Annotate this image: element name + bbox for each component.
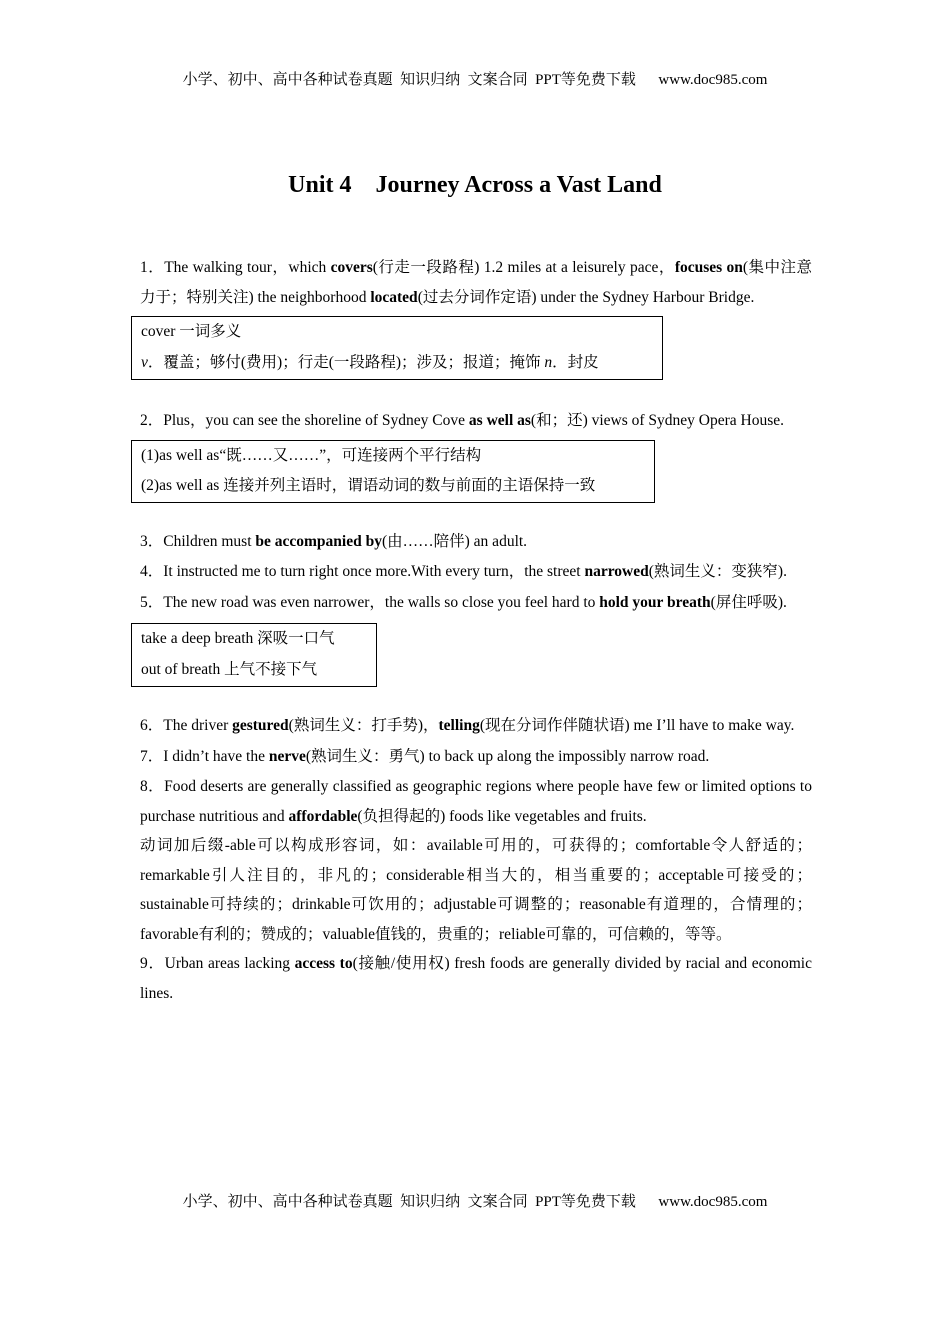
note-box-line: out of breath 上气不接下气 [141, 660, 318, 678]
note-box-cover [131, 316, 663, 380]
note-box-as-well-as [131, 440, 655, 503]
note-box-line: (1)as well as“既……又……”，可连接两个平行结构 [141, 446, 482, 464]
item-8: 8．Food deserts are generally classified as geographic regions where people have few or limited options to purchase nutritious and affordable(负担得起的) foods like vegetables and fruits. [140, 778, 812, 825]
item-4: 4．It instructed me to turn right once more.With every turn，the street narrowed(熟词生义：变狭窄). [140, 563, 787, 580]
page-title: Unit 4 Journey Across a Vast Land [288, 172, 662, 198]
note-box-line: cover 一词多义 [141, 323, 242, 340]
note-box-breath [131, 623, 377, 687]
content [140, 253, 812, 1008]
item-9: 9．Urban areas lacking access to(接触/使用权) fresh foods are generally divided by racial and economic lines. [140, 955, 812, 1002]
page-footer: 小学、初中、高中各种试卷真题 知识归纳 文案合同 PPT等免费下载 www.doc985.com [182, 1194, 768, 1210]
page-header: 小学、初中、高中各种试卷真题 知识归纳 文案合同 PPT等免费下载 www.doc985.com [182, 72, 768, 88]
item-7: 7．I didn’t have the nerve(熟词生义：勇气) to back up along the impossibly narrow road. [140, 747, 710, 765]
item-8-note: 动词加后缀-able可以构成形容词，如：available可用的，可获得的；comfortable令人舒适的；remarkable引人注目的，非凡的；considerable相当大的，相当重要的；acceptable可接受的；sustainable可持续的；drinkable可饮用的；adjustable可调整的；reasonable有道理的，合情理的；favorable有利的；赞成的；valuable值钱的，贵重的；reliable可靠的，可信赖的，等等。 [140, 837, 812, 943]
item-5: 5．The new road was even narrower，the walls so close you feel hard to hold your breath(屏住呼吸). [140, 593, 787, 611]
item-2: 2．Plus，you can see the shoreline of Sydney Cove as well as(和；还) views of Sydney Opera House. [140, 412, 785, 429]
note-box-line: v．覆盖；够付(费用)；行走(一段路程)；涉及；报道；掩饰 n．封皮 [141, 353, 599, 371]
note-box-line: take a deep breath 深吸一口气 [141, 630, 335, 647]
note-box-line: (2)as well as 连接并列主语时，谓语动词的数与前面的主语保持一致 [141, 477, 596, 494]
item-6: 6．The driver gestured(熟词生义：打手势)，telling(现在分词作伴随状语) me I’ll have to make way. [140, 717, 795, 734]
item-3: 3．Children must be accompanied by(由……陪伴) an adult. [140, 532, 528, 550]
item-1: 1．The walking tour，which covers(行走一段路程) 1.2 miles at a leisurely pace，focuses on(集中注意力于；特别关注) the neighborhood located(过去分词作定语) under the Sydney Harbour Bridge. [140, 259, 812, 306]
